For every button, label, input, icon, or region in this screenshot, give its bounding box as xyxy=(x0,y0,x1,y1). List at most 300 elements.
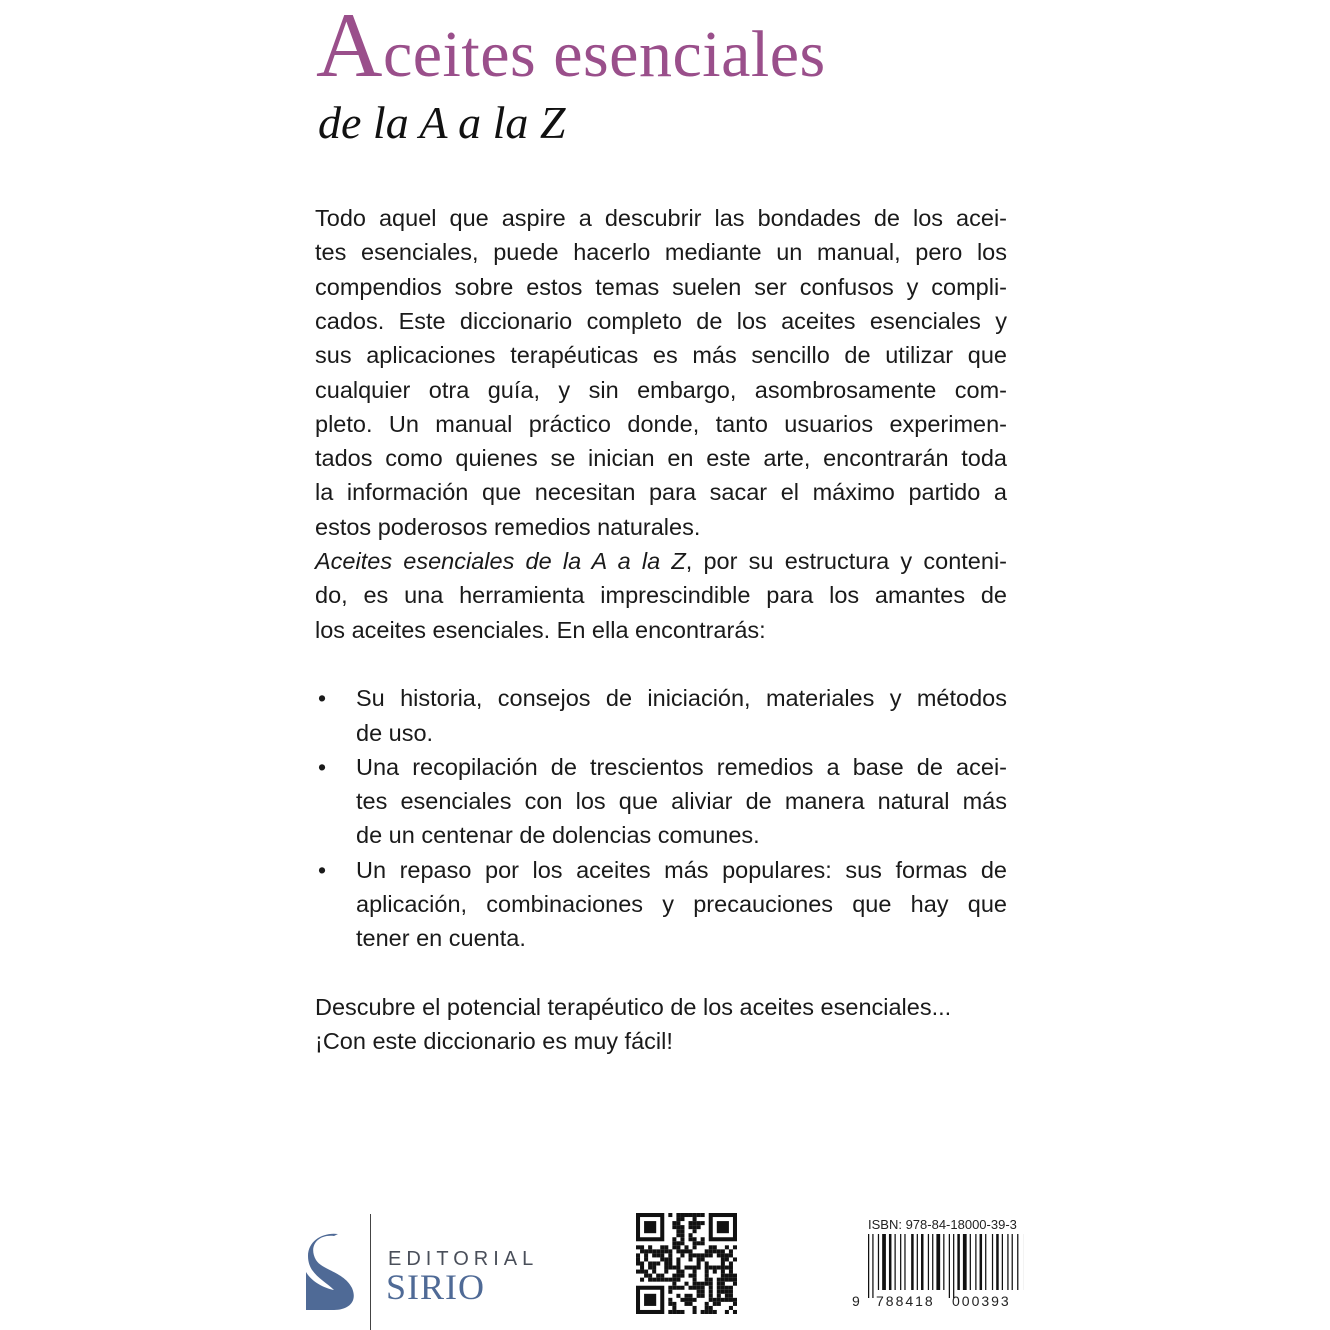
text-line: cados. Este diccionario completo de los aceites esenciales y xyxy=(315,307,1007,334)
bullet-line: de uso. xyxy=(356,719,434,746)
qr-module xyxy=(676,1221,680,1225)
barcode-bar xyxy=(882,1234,886,1290)
qr-module xyxy=(729,1249,733,1253)
qr-module xyxy=(636,1261,640,1265)
qr-module xyxy=(684,1245,688,1249)
qr-module xyxy=(729,1270,733,1274)
qr-module xyxy=(656,1278,660,1282)
qr-module xyxy=(672,1245,676,1249)
qr-code[interactable] xyxy=(636,1213,737,1314)
qr-module xyxy=(697,1261,701,1265)
qr-module xyxy=(680,1249,684,1253)
qr-module xyxy=(660,1253,664,1257)
qr-module xyxy=(680,1229,684,1233)
bullet-icon: • xyxy=(318,753,327,780)
qr-module xyxy=(680,1253,684,1257)
qr-module xyxy=(705,1310,709,1314)
bullet-line: Un repaso por los aceites más populares: sus formas de xyxy=(356,856,1007,883)
qr-module xyxy=(709,1249,713,1253)
qr-module xyxy=(676,1213,680,1217)
qr-module xyxy=(701,1253,705,1257)
qr-module xyxy=(733,1278,737,1282)
qr-module xyxy=(693,1213,697,1217)
text-line: Todo aquel que aspire a descubrir las bondades de los acei- xyxy=(315,205,1007,231)
qr-module xyxy=(717,1286,721,1290)
barcode-bar xyxy=(970,1234,971,1290)
qr-module xyxy=(701,1290,705,1294)
barcode-bar xyxy=(921,1234,924,1290)
qr-module xyxy=(725,1310,729,1314)
qr-module xyxy=(660,1249,664,1253)
qr-module xyxy=(701,1213,705,1217)
qr-module xyxy=(693,1298,697,1302)
barcode-bar xyxy=(895,1234,896,1290)
qr-module xyxy=(709,1245,713,1249)
qr-module xyxy=(636,1257,640,1261)
qr-module xyxy=(640,1249,644,1253)
qr-module xyxy=(640,1245,644,1249)
qr-module xyxy=(676,1274,680,1278)
barcode-bar xyxy=(996,1234,999,1290)
qr-module xyxy=(725,1278,729,1282)
qr-module xyxy=(680,1237,684,1241)
qr-module xyxy=(713,1298,717,1302)
barcode-digits-right: 000393 xyxy=(952,1293,1011,1309)
qr-module xyxy=(689,1286,693,1290)
divider xyxy=(370,1214,371,1330)
qr-module xyxy=(717,1302,721,1306)
qr-module xyxy=(676,1261,680,1265)
qr-module xyxy=(697,1294,701,1298)
qr-module xyxy=(709,1266,713,1270)
qr-module xyxy=(729,1306,733,1310)
qr-module xyxy=(725,1245,729,1249)
qr-module xyxy=(709,1294,713,1298)
qr-module xyxy=(701,1310,705,1314)
qr-module xyxy=(644,1257,648,1261)
qr-module xyxy=(644,1249,648,1253)
text-span: , por su estructura y conteni- xyxy=(685,548,1007,574)
qr-module xyxy=(701,1221,705,1225)
qr-module xyxy=(676,1278,680,1282)
qr-module xyxy=(697,1257,701,1261)
qr-module xyxy=(705,1282,709,1286)
qr-module xyxy=(672,1241,676,1245)
qr-module xyxy=(697,1253,701,1257)
qr-module xyxy=(668,1213,672,1217)
qr-module xyxy=(693,1245,697,1249)
qr-module xyxy=(684,1266,688,1270)
qr-module xyxy=(729,1261,733,1265)
book-title xyxy=(316,0,826,98)
qr-module xyxy=(717,1290,721,1294)
qr-module xyxy=(721,1274,725,1278)
text-line: Descubre el potencial terapéutico de los aceites esenciales... xyxy=(315,993,952,1020)
qr-module xyxy=(729,1298,733,1302)
qr-module xyxy=(664,1249,668,1253)
bullet-line: tes esenciales con los que aliviar de manera natural más xyxy=(356,788,1007,815)
qr-module xyxy=(729,1274,733,1278)
qr-module xyxy=(717,1253,721,1257)
qr-module xyxy=(721,1278,725,1282)
barcode-bar xyxy=(936,1234,940,1290)
qr-module xyxy=(693,1270,697,1274)
qr-module xyxy=(640,1278,644,1282)
qr-module xyxy=(701,1286,705,1290)
qr-module xyxy=(680,1233,684,1237)
qr-module xyxy=(725,1253,729,1257)
barcode-bar xyxy=(868,1234,869,1298)
qr-module xyxy=(721,1282,725,1286)
qr-module xyxy=(693,1241,697,1245)
qr-module xyxy=(693,1217,697,1221)
qr-module xyxy=(652,1253,656,1257)
qr-module xyxy=(689,1257,693,1261)
qr-module xyxy=(676,1233,680,1237)
text-line: compendios sobre estos temas suelen ser confusos y compli- xyxy=(315,273,1007,300)
qr-module xyxy=(684,1298,688,1302)
qr-module xyxy=(689,1253,693,1257)
qr-module xyxy=(721,1249,725,1253)
barcode-bar xyxy=(932,1234,933,1290)
qr-module xyxy=(672,1302,676,1306)
bullet-line: tener en cuenta. xyxy=(356,925,526,952)
qr-module xyxy=(652,1278,656,1282)
qr-module xyxy=(672,1225,676,1229)
qr-module xyxy=(640,1270,644,1274)
qr-module xyxy=(717,1266,721,1270)
barcode xyxy=(866,1234,1024,1298)
barcode-bar xyxy=(917,1234,918,1290)
text-line: ¡Con este diccionario es muy fácil! xyxy=(315,1028,673,1055)
qr-module xyxy=(668,1310,672,1314)
qr-module xyxy=(680,1217,684,1221)
qr-module xyxy=(697,1282,701,1286)
text-line: do, es una herramienta imprescindible para los amantes de xyxy=(315,582,1007,609)
qr-module xyxy=(672,1282,676,1286)
qr-module xyxy=(721,1257,725,1261)
qr-module xyxy=(721,1253,725,1257)
qr-module xyxy=(644,1221,656,1233)
qr-module xyxy=(668,1253,672,1257)
barcode-bar xyxy=(943,1234,944,1290)
qr-module xyxy=(697,1221,701,1225)
barcode-bar xyxy=(900,1234,901,1290)
qr-module xyxy=(672,1274,676,1278)
qr-module xyxy=(664,1278,668,1282)
qr-module xyxy=(689,1221,693,1225)
qr-module xyxy=(705,1270,709,1274)
text-line: sus aplicaciones terapéuticas es más sencillo de utilizar que xyxy=(315,342,1007,369)
bullet-icon: • xyxy=(318,685,327,712)
qr-module xyxy=(725,1266,729,1270)
bullet-icon: • xyxy=(318,856,327,883)
qr-module xyxy=(713,1266,717,1270)
qr-module xyxy=(672,1266,676,1270)
bullet-line: aplicación, combinaciones y precauciones que hay que xyxy=(356,891,1007,917)
qr-module xyxy=(684,1213,688,1217)
qr-module xyxy=(680,1298,684,1302)
qr-module xyxy=(697,1225,701,1229)
qr-module xyxy=(660,1245,664,1249)
qr-module xyxy=(713,1249,717,1253)
qr-module xyxy=(668,1302,672,1306)
qr-module xyxy=(701,1257,705,1261)
barcode-bar xyxy=(872,1234,873,1298)
qr-module xyxy=(717,1282,721,1286)
qr-module xyxy=(684,1282,688,1286)
qr-module xyxy=(680,1286,684,1290)
qr-module xyxy=(656,1249,660,1253)
qr-module xyxy=(713,1302,717,1306)
qr-module xyxy=(644,1253,648,1257)
qr-module xyxy=(709,1290,713,1294)
qr-module xyxy=(705,1253,709,1257)
qr-module xyxy=(648,1278,652,1282)
qr-module xyxy=(709,1253,713,1257)
qr-module xyxy=(733,1257,737,1261)
qr-module xyxy=(693,1282,697,1286)
qr-module xyxy=(733,1245,737,1249)
qr-module xyxy=(705,1266,709,1270)
qr-module xyxy=(689,1237,693,1241)
qr-module xyxy=(701,1241,705,1245)
qr-module xyxy=(693,1266,697,1270)
qr-module xyxy=(656,1274,660,1278)
qr-module xyxy=(693,1221,697,1225)
qr-module xyxy=(676,1270,680,1274)
qr-module xyxy=(733,1282,737,1286)
qr-module xyxy=(668,1249,672,1253)
qr-module xyxy=(725,1294,729,1298)
qr-module xyxy=(693,1306,697,1310)
qr-module xyxy=(721,1290,725,1294)
qr-module xyxy=(656,1261,660,1265)
qr-module xyxy=(693,1278,697,1282)
text-line: tes esenciales, puede hacerlo mediante un manual, pero los xyxy=(315,239,1007,266)
qr-module xyxy=(676,1225,680,1229)
qr-module xyxy=(689,1213,693,1217)
qr-module xyxy=(636,1245,640,1249)
qr-module xyxy=(640,1261,644,1265)
publisher-label: EDITORIAL xyxy=(388,1248,539,1270)
qr-module xyxy=(676,1217,680,1221)
barcode-bar xyxy=(949,1234,950,1298)
qr-module xyxy=(680,1213,684,1217)
qr-module xyxy=(701,1282,705,1286)
qr-module xyxy=(652,1249,656,1253)
qr-module xyxy=(664,1261,668,1265)
qr-module xyxy=(693,1286,697,1290)
qr-module xyxy=(648,1245,652,1249)
qr-module xyxy=(664,1266,668,1270)
qr-module xyxy=(713,1310,717,1314)
qr-module xyxy=(689,1294,693,1298)
qr-module xyxy=(652,1266,656,1270)
qr-module xyxy=(660,1274,664,1278)
qr-module xyxy=(705,1306,709,1310)
qr-module xyxy=(709,1306,713,1310)
qr-module xyxy=(709,1278,713,1282)
qr-module xyxy=(705,1302,709,1306)
barcode-bar xyxy=(1002,1234,1003,1290)
qr-module xyxy=(684,1294,688,1298)
bullet-line: Su historia, consejos de iniciación, materiales y métodos xyxy=(356,685,1007,712)
qr-module xyxy=(717,1221,729,1233)
qr-module xyxy=(729,1278,733,1282)
qr-module xyxy=(680,1310,684,1314)
qr-module xyxy=(656,1253,660,1257)
qr-module xyxy=(697,1213,701,1217)
qr-module xyxy=(717,1294,721,1298)
qr-module xyxy=(693,1237,697,1241)
qr-module xyxy=(729,1294,733,1298)
qr-module xyxy=(721,1261,725,1265)
qr-module xyxy=(676,1310,680,1314)
qr-module xyxy=(668,1278,672,1282)
qr-module xyxy=(672,1306,676,1310)
qr-module xyxy=(648,1261,652,1265)
barcode-bar xyxy=(992,1234,993,1290)
qr-module xyxy=(668,1298,672,1302)
qr-module xyxy=(689,1274,693,1278)
qr-module xyxy=(701,1294,705,1298)
qr-module xyxy=(721,1270,725,1274)
qr-module xyxy=(713,1270,717,1274)
qr-module xyxy=(693,1310,697,1314)
qr-module xyxy=(689,1298,693,1302)
qr-module xyxy=(729,1266,733,1270)
text-line: pleto. Un manual práctico donde, tanto usuarios experimen- xyxy=(315,410,1007,437)
text-line: cualquier otra guía, y sin embargo, asombrosamente com- xyxy=(315,376,1007,403)
qr-module xyxy=(725,1274,729,1278)
qr-module xyxy=(684,1249,688,1253)
qr-module xyxy=(709,1310,713,1314)
qr-module xyxy=(693,1229,697,1233)
qr-module xyxy=(717,1249,721,1253)
qr-module xyxy=(701,1237,705,1241)
qr-module xyxy=(676,1266,680,1270)
qr-module xyxy=(705,1278,709,1282)
title-initial: A xyxy=(316,0,383,96)
qr-module xyxy=(717,1298,721,1302)
qr-module xyxy=(689,1225,693,1229)
qr-module xyxy=(668,1266,672,1270)
qr-module xyxy=(697,1241,701,1245)
qr-module xyxy=(689,1266,693,1270)
barcode-bar xyxy=(985,1234,986,1290)
barcode-bar xyxy=(953,1234,954,1298)
qr-module xyxy=(636,1270,640,1274)
qr-module xyxy=(725,1257,729,1261)
qr-module xyxy=(672,1286,676,1290)
qr-module xyxy=(733,1274,737,1278)
barcode-bar xyxy=(980,1234,983,1290)
barcode-bar xyxy=(975,1234,976,1290)
qr-module xyxy=(644,1294,656,1306)
qr-module xyxy=(697,1266,701,1270)
barcode-bar xyxy=(1007,1234,1008,1290)
qr-module xyxy=(680,1225,684,1229)
qr-module xyxy=(721,1298,725,1302)
title-rest: ceites esenciales xyxy=(382,18,826,91)
qr-module xyxy=(652,1261,656,1265)
barcode-bar xyxy=(928,1234,929,1290)
barcode-bar xyxy=(1012,1234,1013,1290)
barcode-digits-left: 788418 xyxy=(876,1293,935,1309)
qr-module xyxy=(664,1245,668,1249)
qr-module xyxy=(725,1298,729,1302)
barcode-bar xyxy=(963,1234,967,1290)
qr-module xyxy=(676,1229,680,1233)
qr-module xyxy=(672,1221,676,1225)
qr-module xyxy=(680,1241,684,1245)
qr-module xyxy=(705,1249,709,1253)
qr-module xyxy=(648,1266,652,1270)
barcode-bar xyxy=(878,1234,879,1290)
qr-module xyxy=(705,1274,709,1278)
qr-module xyxy=(676,1241,680,1245)
qr-module xyxy=(709,1282,713,1286)
qr-module xyxy=(709,1286,713,1290)
qr-module xyxy=(664,1257,668,1261)
qr-module xyxy=(684,1302,688,1306)
text-line: tados como quienes se inician en este arte, encontrarán toda xyxy=(315,445,1007,472)
qr-module xyxy=(676,1245,680,1249)
isbn: ISBN: 978-84-18000-39-3 xyxy=(868,1217,1017,1232)
qr-module xyxy=(668,1261,672,1265)
text-line: la información que necesitan para sacar el máximo partido a xyxy=(315,479,1007,506)
bullet-line: de un centenar de dolencias comunes. xyxy=(356,822,760,849)
qr-module xyxy=(648,1274,652,1278)
qr-module xyxy=(640,1266,644,1270)
barcode-bar xyxy=(889,1234,892,1290)
qr-module xyxy=(660,1278,664,1282)
qr-module xyxy=(636,1253,640,1257)
qr-module xyxy=(733,1298,737,1302)
qr-module xyxy=(721,1266,725,1270)
sirio-swan-logo-icon xyxy=(304,1232,356,1312)
qr-module xyxy=(729,1286,733,1290)
qr-module xyxy=(721,1286,725,1290)
qr-module xyxy=(689,1249,693,1253)
barcode-bar xyxy=(957,1234,960,1290)
bullet-line: Una recopilación de trescientos remedios a base de acei- xyxy=(356,753,1007,780)
qr-module xyxy=(676,1294,680,1298)
qr-module xyxy=(725,1286,729,1290)
qr-module xyxy=(705,1261,709,1265)
qr-module xyxy=(664,1270,668,1274)
qr-module xyxy=(672,1237,676,1241)
barcode-bar xyxy=(1017,1234,1018,1290)
qr-module xyxy=(689,1302,693,1306)
qr-module xyxy=(680,1270,684,1274)
qr-module xyxy=(680,1274,684,1278)
book-subtitle: de la A a la Z xyxy=(318,97,566,148)
barcode-digit-prefix: 9 xyxy=(852,1293,862,1309)
qr-module xyxy=(672,1278,676,1282)
qr-module xyxy=(693,1253,697,1257)
qr-module xyxy=(693,1274,697,1278)
qr-module xyxy=(733,1302,737,1306)
qr-module xyxy=(676,1257,680,1261)
text-line: estos poderosos remedios naturales. xyxy=(315,513,701,540)
qr-module xyxy=(733,1310,737,1314)
qr-module xyxy=(672,1310,676,1314)
text-line: los aceites esenciales. En ella encontrarás: xyxy=(315,616,766,643)
publisher-name: SIRIO xyxy=(386,1267,486,1307)
qr-module xyxy=(697,1290,701,1294)
